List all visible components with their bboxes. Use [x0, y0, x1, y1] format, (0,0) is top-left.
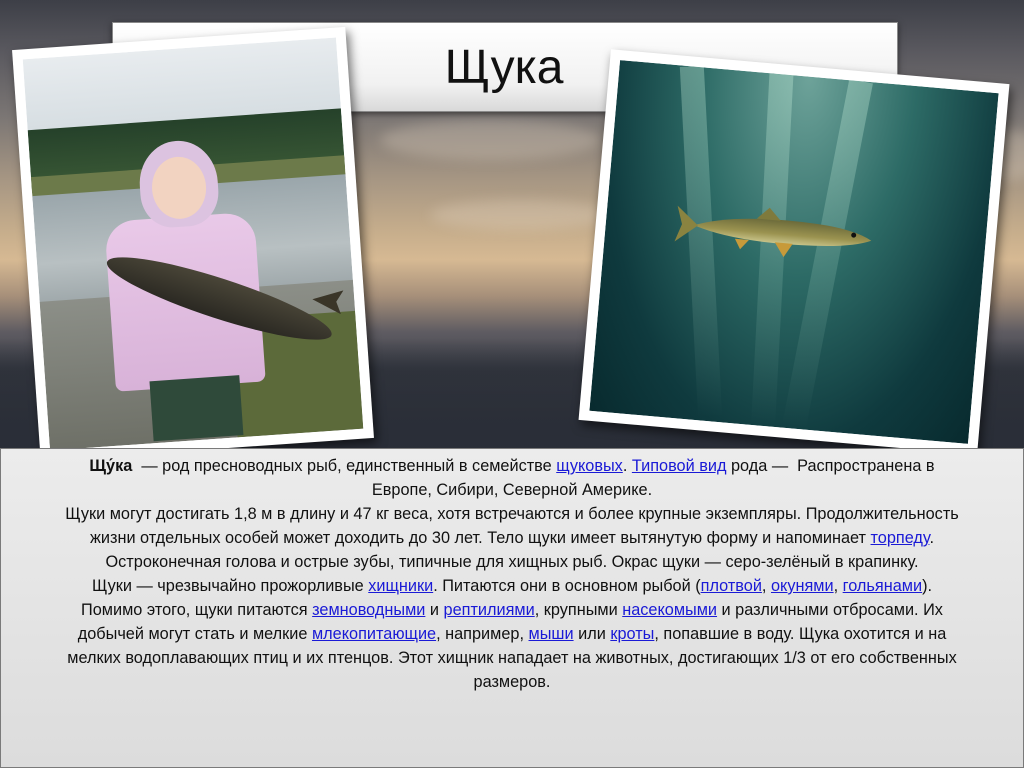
text-span: Остроконечная голова и острые зубы, типичные для хищных рыб. Окрас щуки — серо-зелёный в крапинку. — [105, 553, 919, 571]
text-span: . — [929, 529, 934, 547]
slide-title: Щука — [444, 41, 564, 94]
text-span: — род пресноводных рыб, единственный в семействе — [132, 457, 557, 475]
text-span: и различными отбросами. Их — [717, 601, 943, 619]
photo-underwater-pike — [579, 49, 1010, 454]
text-span: , попавшие в воду. Щука охотится и на — [654, 625, 947, 643]
text-span: Помимо этого, щуки питаются — [81, 601, 313, 619]
text-line — [6, 622, 1018, 646]
text-line — [6, 646, 1018, 670]
cloud — [380, 120, 600, 160]
wiki-link[interactable]: щуковых — [556, 457, 623, 475]
text-span: или — [573, 625, 611, 643]
wiki-link[interactable]: хищники — [368, 577, 434, 595]
photo-girl-with-pike — [12, 27, 374, 461]
text-line — [6, 502, 1018, 526]
text-span: . — [622, 457, 632, 475]
pike-description — [6, 454, 1018, 694]
wiki-link[interactable]: гольянами — [842, 577, 923, 595]
text-line — [6, 574, 1018, 598]
text-span: , — [833, 577, 843, 595]
wiki-link[interactable]: мыши — [528, 625, 574, 643]
wiki-link[interactable]: насекомыми — [622, 601, 718, 619]
text-line — [6, 526, 1018, 550]
text-span: , — [761, 577, 771, 595]
term-bold: Щу́ка — [89, 457, 133, 475]
text-span: рода — Распространена в — [726, 457, 935, 475]
text-span: Европе, Сибири, Северной Америке. — [371, 481, 653, 499]
text-span: и — [425, 601, 444, 619]
text-span: . Питаются они в основном рыбой ( — [433, 577, 701, 595]
text-span: , крупными — [534, 601, 623, 619]
text-span: Щуки могут достигать 1,8 м в длину и 47 кг веса, хотя встречаются и более крупные экземпляры. Продолжительность — [65, 505, 959, 523]
text-span: Щуки — чрезвычайно прожорливые — [91, 577, 369, 595]
text-line — [6, 454, 1018, 478]
wiki-link[interactable]: окунями — [770, 577, 834, 595]
text-line — [6, 670, 1018, 694]
text-span: мелких водоплавающих птиц и их птенцов. Этот хищник нападает на животных, достигающих 1/3 от его собственных — [67, 649, 957, 667]
wiki-link[interactable]: кроты — [610, 625, 655, 643]
text-span: жизни отдельных особей может доходить до 30 лет. Тело щуки имеет вытянутую форму и напоминает — [90, 529, 871, 547]
wiki-link[interactable]: плотвой — [700, 577, 762, 595]
cloud — [430, 200, 610, 230]
text-line — [6, 598, 1018, 622]
text-line — [6, 478, 1018, 502]
text-span: ). — [922, 577, 933, 595]
wiki-link[interactable]: торпеду — [870, 529, 930, 547]
text-span: , например, — [436, 625, 529, 643]
wiki-link[interactable]: Типовой вид — [631, 457, 727, 475]
text-span: добычей могут стать и мелкие — [77, 625, 312, 643]
wiki-link[interactable]: млекопитающие — [311, 625, 437, 643]
wiki-link[interactable]: рептилиями — [443, 601, 535, 619]
text-span: размеров. — [473, 673, 551, 691]
wiki-link[interactable]: земноводными — [312, 601, 426, 619]
text-line — [6, 550, 1018, 574]
